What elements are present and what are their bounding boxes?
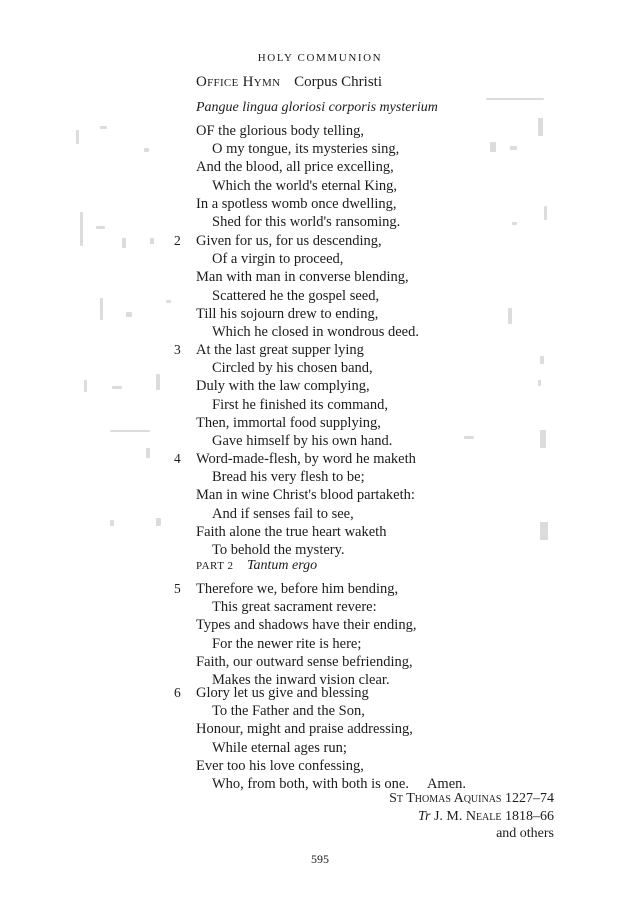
verse-line: Ever too his love confessing, <box>196 757 364 774</box>
office-hymn-label: Office Hymn <box>196 74 281 90</box>
part-heading <box>196 558 317 574</box>
verse-line: Makes the inward vision clear. <box>212 671 390 688</box>
verse-number: 6 <box>174 685 181 700</box>
verse-5 <box>174 580 536 689</box>
running-head: HOLY COMMUNION <box>257 52 383 64</box>
verse-line: Gave himself by his own hand. <box>212 432 393 449</box>
office-hymn-title: Corpus Christi <box>294 74 383 90</box>
verse-line: In a spotless womb once dwelling, <box>196 195 397 212</box>
verse-line: While eternal ages run; <box>212 739 347 756</box>
author-name: St Thomas Aquinas <box>389 791 502 806</box>
verse-line: Word-made-flesh, by word he maketh <box>196 451 416 467</box>
verse-line: Duly with the law complying, <box>196 378 370 395</box>
verse-line: Circled by his chosen band, <box>212 360 373 377</box>
verse-line: Shed for this world's ransoming. <box>212 213 401 230</box>
part-label: PART 2 <box>196 560 234 572</box>
verse-line: To behold the mystery. <box>212 541 345 558</box>
page-number: 595 <box>311 852 329 866</box>
verse-line: Glory let us give and blessing <box>196 685 369 701</box>
verse-line: Types and shadows have their ending, <box>196 617 417 634</box>
verse-2 <box>174 232 536 341</box>
verse-3 <box>174 341 536 450</box>
verse-line: First he finished its command, <box>212 396 388 413</box>
verse-line: Which he closed in wondrous deed. <box>212 323 419 340</box>
amen: Amen. <box>426 775 467 792</box>
verse-line: Bread his very flesh to be; <box>212 469 365 486</box>
verse-number: 4 <box>174 451 181 466</box>
verse-line: And the blood, all price excelling, <box>196 159 394 176</box>
translator-name: J. M. Neale <box>433 808 502 824</box>
translator-prefix: Tr <box>417 808 431 824</box>
verse-line: OF the glorious body telling, <box>196 123 364 139</box>
verse-line: O my tongue, its mysteries sing, <box>212 141 400 158</box>
verse-line: Honour, might and praise addressing, <box>196 721 413 738</box>
attribution <box>389 790 554 843</box>
author-line <box>389 790 554 808</box>
verse-line: Then, immortal food supplying, <box>196 414 381 431</box>
verse-line: Given for us, for us descending, <box>196 233 382 249</box>
verse-6 <box>174 684 536 793</box>
verse-line: Faith alone the true heart waketh <box>196 523 387 540</box>
verse-number: 5 <box>174 581 181 596</box>
verse-line: Who, from both, with both is one. <box>212 775 409 792</box>
latin-incipit: Pangue lingua gloriosi corporis mysterium <box>196 100 438 115</box>
verse-line: Man with man in converse blending, <box>196 269 409 286</box>
verse-line: Which the world's eternal King, <box>212 177 398 194</box>
verse-1 <box>196 122 536 231</box>
verse-line: For the newer rite is here; <box>212 635 362 652</box>
verse-line: Of a virgin to proceed, <box>212 251 344 268</box>
verse-line: Faith, our outward sense befriending, <box>196 653 413 670</box>
translator-line <box>389 808 554 826</box>
verse-line: At the last great supper lying <box>196 342 364 358</box>
office-hymn-heading <box>196 74 382 91</box>
verse-line: Man in wine Christ's blood partaketh: <box>196 487 415 504</box>
translator-dates: 1818–66 <box>505 808 554 824</box>
verse-line: Therefore we, before him bending, <box>196 581 399 597</box>
verse-line: Scattered he the gospel seed, <box>212 287 380 304</box>
verse-line: Till his sojourn drew to ending, <box>196 305 379 322</box>
verse-line: And if senses fail to see, <box>212 505 354 522</box>
verse-number: 3 <box>174 342 181 357</box>
verse-line: This great sacrament revere: <box>212 599 377 616</box>
verse-number: 2 <box>174 233 181 248</box>
verse-4 <box>174 450 536 559</box>
verse-line: To the Father and the Son, <box>212 703 365 720</box>
part-title: Tantum ergo <box>247 558 318 573</box>
author-dates: 1227–74 <box>505 791 554 806</box>
others-line: and others <box>496 826 554 841</box>
